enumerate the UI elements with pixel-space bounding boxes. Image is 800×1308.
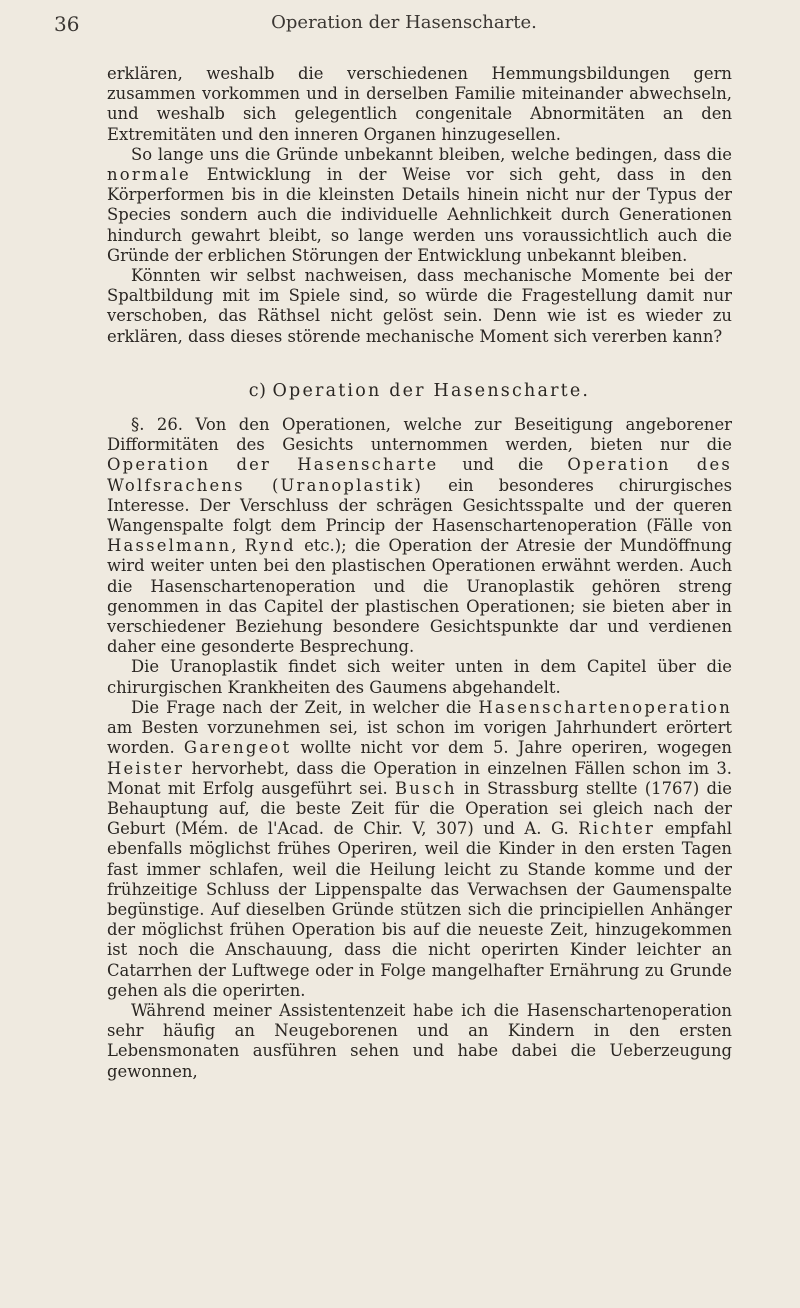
paragraph bbox=[107, 1001, 732, 1082]
text-run: Die Uranoplastik findet sich weiter unten in dem Capitel über die chirurgischen Krankheiten des Gaumens abgehandelt. bbox=[107, 657, 732, 697]
page-number: 36 bbox=[54, 12, 80, 36]
spaced-emphasis: Heister bbox=[107, 758, 185, 778]
section-heading bbox=[107, 381, 732, 401]
paragraph-group bbox=[107, 64, 732, 347]
spaced-emphasis: Operation der Hasenscharte bbox=[107, 455, 439, 475]
paragraph bbox=[107, 657, 732, 697]
text-run: , bbox=[231, 536, 245, 556]
spaced-emphasis: Hasselmann bbox=[107, 536, 232, 556]
paragraph bbox=[107, 698, 732, 1001]
paragraph bbox=[107, 64, 732, 145]
text-run: erklären, weshalb die verschiedenen Hemmungsbildungen gern zusammen vorkommen und in derselben Familie miteinander abwechseln, und weshalb sich gelegentlich congenitale Abnormitäten an den Extremitäten und den inneren Organen hinzugesellen. bbox=[107, 64, 732, 144]
text-run: Könnten wir selbst nachweisen, dass mechanische Momente bei der Spaltbildung mit im Spiele sind, so würde die Fragestellung damit nur verschoben, das Räthsel nicht gelöst sein. Denn wie ist es wieder zu erklären, dass dieses störende mechanische Moment sich vererben kann? bbox=[107, 266, 732, 346]
spaced-emphasis: Garengeot bbox=[183, 738, 292, 758]
text-run: wollte nicht vor dem 5. Jahre operiren, wogegen bbox=[291, 738, 732, 758]
text-run: hervorhebt, dass die Operation in einzelnen Fällen schon im 3. Monat mit Erfolg ausgeführt sei. bbox=[107, 758, 732, 798]
page-header bbox=[54, 12, 754, 36]
text-run: Die Frage nach der Zeit, in welcher die bbox=[131, 697, 479, 717]
body-text bbox=[107, 64, 732, 1082]
text-run: am Besten vorzunehmen sei, ist schon im vorigen Jahrhundert erörtert worden. bbox=[107, 718, 732, 758]
text-run: Während meiner Assistentenzeit habe ich die Hasenschartenoperation sehr häufig an Neugeborenen und an Kindern in den ersten Lebensmonaten ausführen sehen und habe dabei die Ueberzeugung gewonnen, bbox=[107, 1000, 732, 1081]
text-run: in Strassburg stellte (1767) die Behauptung auf, die beste Zeit für die Operation sei gleich nach der Geburt (Mém. de l'Acad. de Chir. V, 307) und A. G. bbox=[107, 778, 732, 839]
section-title: Operation der Hasenscharte. bbox=[272, 380, 591, 401]
text-run: etc.); die Operation der Atresie der Mundöffnung wird weiter unten bei den plastischen Operationen erwähnt werden. Auch die Hasenschartenoperation und die Uranoplastik gehören streng genommen in das Capitel der plastischen Operationen; sie bieten aber in verschiedener Beziehung besondere Gesichtspunkte dar und verdienen daher eine gesonderte Besprechung. bbox=[107, 536, 732, 657]
section-paragraph-group bbox=[107, 415, 732, 1082]
text-run: So lange uns die Gründe unbekannt bleiben, welche bedingen, dass die bbox=[131, 144, 732, 164]
paragraph bbox=[107, 415, 732, 657]
text-run: empfahl ebenfalls möglichst frühes Operiren, weil die Kinder in den ersten Tagen fast immer schlafen, weil die Heilung leicht zu Stande komme und der frühzeitige Schluss der Lippenspalte das Verwachsen der Gaumenspalte begünstige. Auf dieselben Gründe stützen sich die principiellen Anhänger der möglichst frühen Operation bis auf die neueste Zeit, hinzugekommen ist noch die Anschauung, dass die nicht operirten Kinder leichter an Catarrhen der Luftwege oder in Folge mangelhafter Ernährung zu Grunde gehen als die operirten. bbox=[107, 819, 733, 1000]
paragraph bbox=[107, 266, 732, 347]
spaced-emphasis: Hasenschartenoperation bbox=[478, 697, 732, 717]
paragraph bbox=[107, 145, 732, 266]
spaced-emphasis: Richter bbox=[578, 819, 656, 839]
spaced-emphasis: Rynd bbox=[244, 536, 296, 556]
text-run: Entwicklung in der Weise vor sich geht, dass in den Körperformen bis in die kleinsten Details hinein nicht nur der Typus der Species sondern auch die individuelle Aehnlichkeit durch Generationen hindurch gewahrt bleibt, so lange werden uns voraussichtlich auch die Gründe der erblichen Störungen der Entwicklung unbekannt bleiben. bbox=[107, 165, 732, 265]
text-run: ein besonderes chirurgisches Interesse. Der Verschluss der schrägen Gesichtsspalte und der queren Wangenspalte folgt dem Princip der Hasenschartenoperation (Fälle von bbox=[107, 475, 732, 536]
spaced-emphasis: Operation des Wolfsrachens (Uranoplastik) bbox=[107, 455, 732, 495]
spaced-emphasis: Busch bbox=[394, 778, 457, 798]
spaced-emphasis: normale bbox=[107, 165, 191, 185]
text-run: §. 26. Von den Operationen, welche zur Beseitigung angeborener Difformitäten des Gesichts unternommen werden, bieten nur die bbox=[107, 415, 732, 455]
section-label: c) bbox=[248, 380, 273, 401]
running-title: Operation der Hasenscharte. bbox=[271, 12, 537, 33]
text-run: und die bbox=[438, 455, 568, 475]
